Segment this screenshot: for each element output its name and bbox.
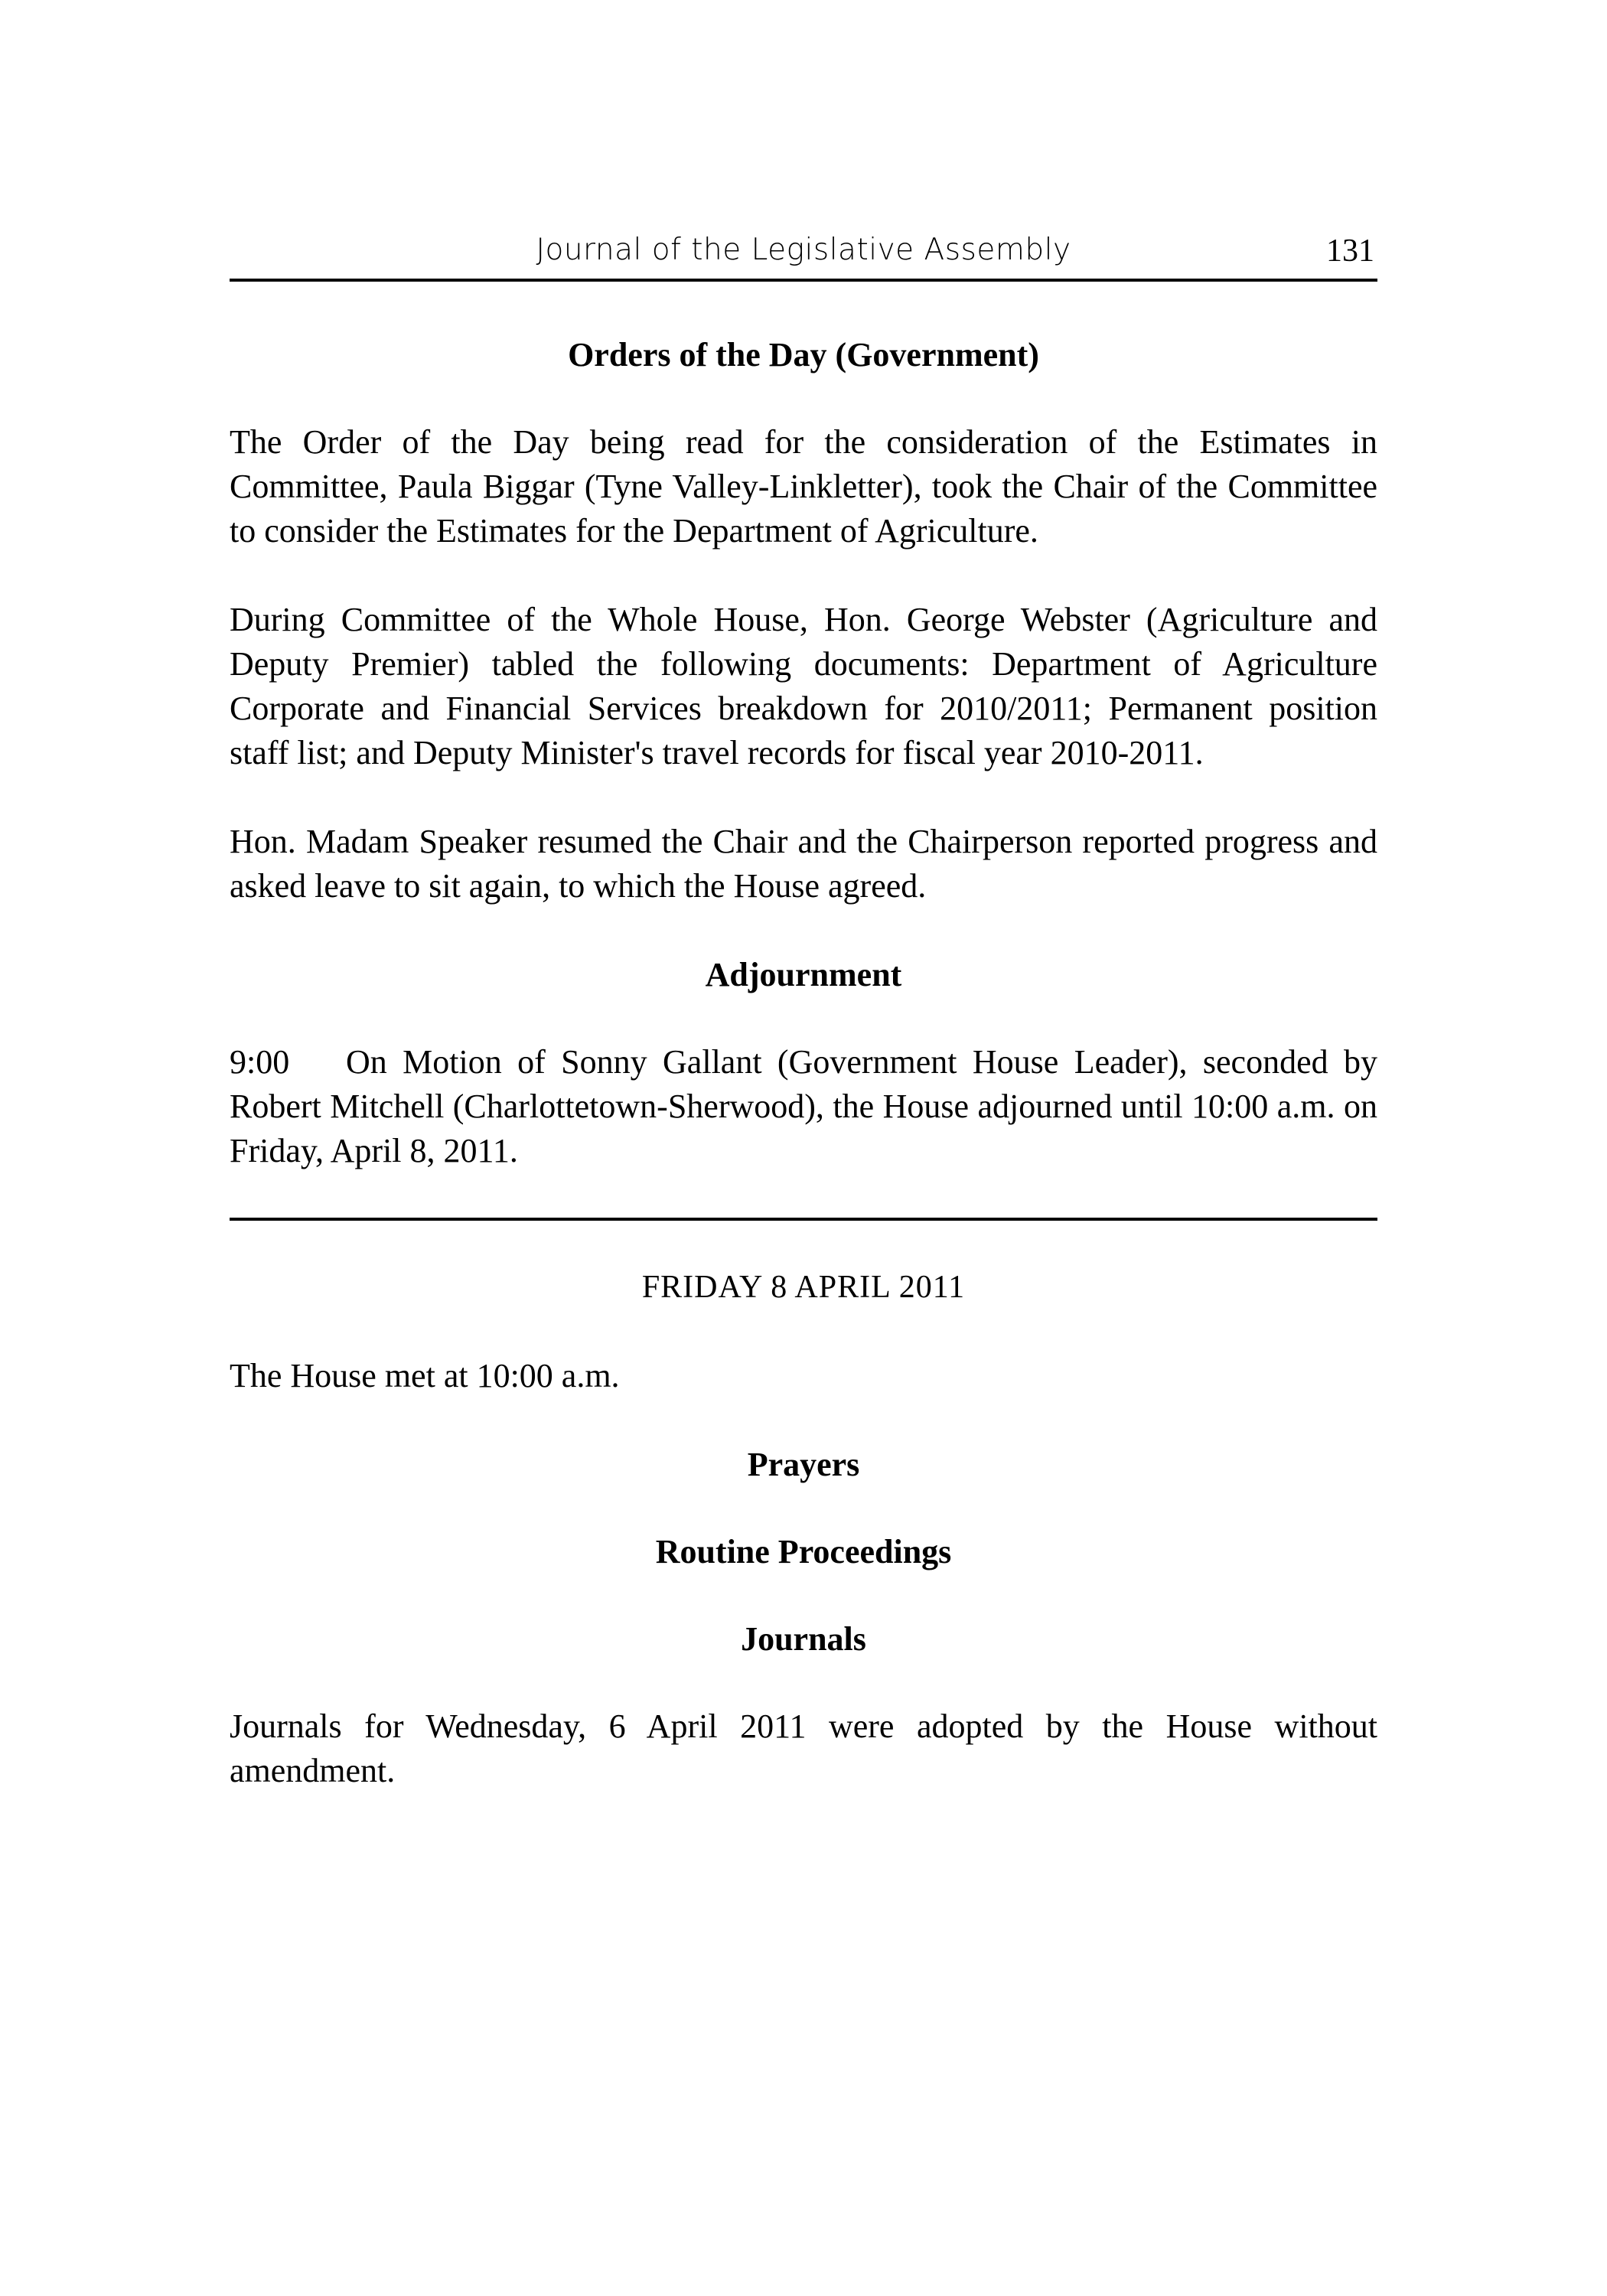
running-title: Journal of the Legislative Assembly [536,233,1071,267]
house-met-text: The House met at 10:00 a.m. [230,1357,620,1394]
orders-paragraph-speaker-resumed: Hon. Madam Speaker resumed the Chair and the Chairperson reported progress and asked leave to sit again, to which the House agreed. [230,823,1377,905]
routine-proceedings-heading: Routine Proceedings [655,1533,952,1570]
running-header [230,230,1377,282]
adjournment-text: On Motion of Sonny Gallant (Government House Leader), seconded by Robert Mitchell (Charlottetown-Sherwood), the House adjourned until 10:00 a.m. on Friday, April 8, 2011. [230,1043,1377,1169]
adjournment-time: 9:00 [230,1043,290,1081]
journals-heading: Journals [741,1620,866,1658]
sitting-date-heading: FRIDAY 8 APRIL 2011 [641,1270,966,1305]
prayers-heading: Prayers [747,1446,860,1483]
page-number: 131 [1326,233,1374,269]
orders-of-the-day-heading: Orders of the Day (Government) [568,336,1039,373]
orders-paragraph-documents-tabled: During Committee of the Whole House, Hon. George Webster (Agriculture and Deputy Premier) tabled the following documents: Department of Agriculture Corporate and Financial Services breakdown for 2010/2011; Permanent position staff list; and Deputy Minister's travel records for fiscal year 2010-2011. [230,601,1377,771]
page-content [230,333,1377,1793]
journals-paragraph: Journals for Wednesday, 6 April 2011 were adopted by the House without amendment. [230,1707,1377,1789]
orders-paragraph-committee: The Order of the Day being read for the consideration of the Estimates in Committee, Paula Biggar (Tyne Valley-Linkletter), took the Chair of the Committee to consider the Estimates for the Department of Agriculture. [230,423,1377,550]
adjournment-paragraph [230,1040,1377,1173]
journal-page [230,0,1377,2296]
adjournment-heading: Adjournment [705,956,902,993]
